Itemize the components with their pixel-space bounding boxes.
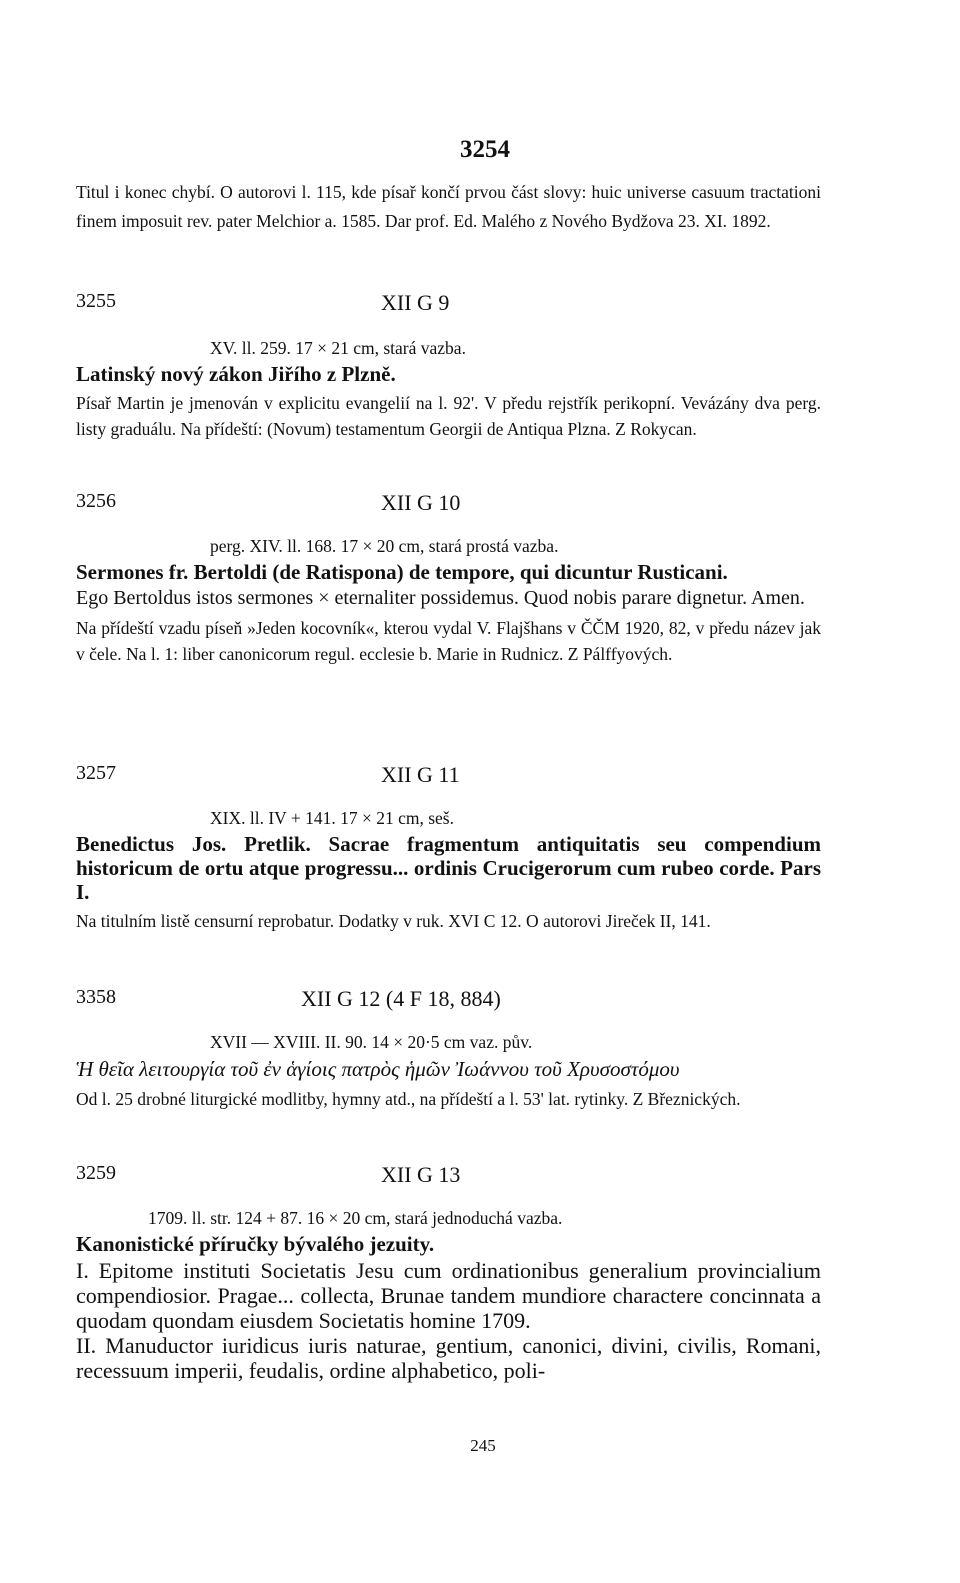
entry-incipit: Ego Bertoldus istos sermones × eternaliter possidemus. Quod nobis parare dignetur. Amen.: [76, 587, 805, 609]
carryover-text: Titul i konec chybí. O autorovi l. 115, kde písař končí prvou část slovy: huic universe casuum tractationi finem imposuit rev. pater Melchior a. 1585. Dar prof. Ed. Malého z Nového Bydžova 23. XI. 1892.: [76, 182, 821, 231]
entry-number: 3255: [76, 290, 116, 312]
entry-3256: [76, 490, 821, 667]
entry-3259: [76, 1162, 821, 1383]
shelfmark: XII G 10: [381, 490, 461, 515]
entry-title: Latinský nový zákon Jiřího z Plzně.: [76, 362, 396, 386]
entry-meta: XIX. ll. IV + 141. 17 × 21 cm, seš.: [210, 808, 454, 828]
entry-note: Písař Martin je jmenován v explicitu evangelií na l. 92'. V předu rejstřík perikopní. Vevázány dva perg. listy graduálu. Na přídeští: (Novum) testamentum Georgii de Antiqua Plzna. Z Rokycan.: [76, 393, 821, 439]
page-header-number: 3254: [460, 136, 510, 163]
entry-meta: XV. ll. 259. 17 × 21 cm, stará vazba.: [210, 338, 466, 358]
entry-number: 3259: [76, 1162, 116, 1184]
entry-note: Na titulním listě censurní reprobatur. Dodatky v ruk. XVI C 12. O autorovi Jireček II, 141.: [76, 911, 711, 931]
entry-3257: [76, 762, 821, 934]
shelfmark: XII G 13: [381, 1162, 461, 1187]
entry-header: [76, 1162, 821, 1192]
entry-3358: [76, 986, 821, 1112]
entry-title: Sermones fr. Bertoldi (de Ratispona) de tempore, qui dicuntur Rusticani.: [76, 560, 728, 584]
entry-title: Benedictus Jos. Pretlik. Sacrae fragmentum antiquitatis seu compendium historicum de ortu atque progressu... ordinis Crucigerorum cum rubeo corde. Pars I.: [76, 832, 821, 904]
carryover-entry: [76, 178, 821, 236]
entry-header: [76, 290, 821, 320]
entry-greek-title: Ἡ θεῖα λειτουργία τοῦ ἐν ἁγίοις πατρὸς ἡμῶν Ἰωάννου τοῦ Χρυσοστόμου: [76, 1057, 680, 1081]
entry-header: [76, 490, 821, 520]
entry-body-part-2: II. Manuductor iuridicus iuris naturae, gentium, canonici, divini, civilis, Romani, recessuum imperii, feudalis, ordine alphabetico, poli-: [76, 1333, 821, 1383]
entry-note: Od l. 25 drobné liturgické modlitby, hymny atd., na přídeští a l. 53' lat. rytinky. Z Březnických.: [76, 1089, 741, 1109]
shelfmark: XII G 9: [381, 290, 450, 315]
entry-meta: 1709. ll. str. 124 + 87. 16 × 20 cm, stará jednoduchá vazba.: [148, 1208, 563, 1228]
entry-note: Na přídeští vzadu píseň »Jeden kocovník«, kterou vydal V. Flajšhans v ČČM 1920, 82, v předu název jak v čele. Na l. 1: liber canonicorum regul. ecclesie b. Marie in Rudnicz. Z Pálffyových.: [76, 618, 821, 664]
page-folio-number: 245: [470, 1436, 496, 1455]
entry-meta: XVII — XVIII. II. 90. 14 × 20·5 cm vaz. pův.: [210, 1032, 533, 1052]
entry-header: [76, 762, 821, 792]
entry-title: Kanonistické příručky bývalého jezuity.: [76, 1232, 435, 1256]
shelfmark: XII G 12 (4 F 18, 884): [301, 986, 501, 1011]
entry-meta: perg. XIV. ll. 168. 17 × 20 cm, stará prostá vazba.: [210, 536, 559, 556]
entry-number: 3256: [76, 490, 116, 512]
entry-number: 3358: [76, 986, 116, 1008]
entry-body-part-1: I. Epitome instituti Societatis Jesu cum ordinationibus generalium provincialium compendiosior. Pragae... collecta, Brunae tandem mundiore charactere concinnata a quodam quondam eiusdem Societatis homine 1709.: [76, 1258, 821, 1333]
entry-3255: [76, 290, 821, 442]
entry-number: 3257: [76, 762, 116, 784]
entry-header: [76, 986, 821, 1016]
shelfmark: XII G 11: [381, 762, 460, 787]
